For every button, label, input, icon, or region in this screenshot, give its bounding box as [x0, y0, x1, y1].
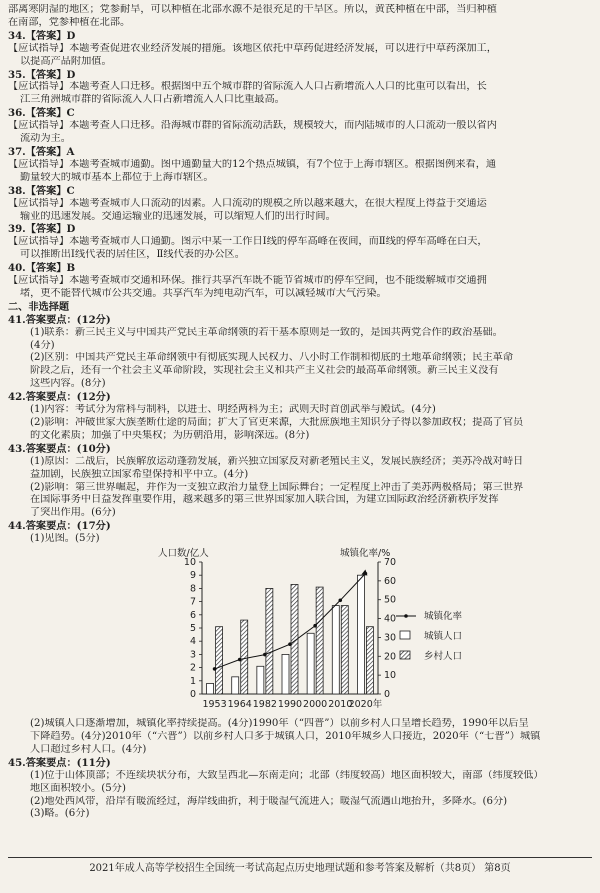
bar-rural-2000: [316, 587, 323, 694]
right-tick-label: 60: [384, 575, 397, 587]
explanation-line: 以提高产品附加值。: [20, 55, 112, 67]
left-tick-label: 9: [189, 570, 196, 582]
explanation-line: 流动为主。: [20, 133, 71, 145]
right-axis-label: 城镇化率/%: [340, 548, 391, 560]
legend-rate-dot: [404, 614, 408, 618]
answer-line: (1)位于山体顶部；不连续块状分布，大致呈西北—东南走向；北部（纬度较高）地区面积较大，南部（纬度较低）: [30, 769, 544, 781]
answer-line: (3)略。(6分): [30, 808, 90, 820]
answer-key: 37.【答案】A: [8, 145, 75, 158]
answer-line: (2)影响：第三世界崛起，并作为一支独立政治力量登上国际舞台；一定程度上冲击了美苏两极格局；第三世界: [30, 481, 524, 493]
page-footer: 2021年成人高等学校招生全国统一考试高起点历史地理试题和参考答案及解析（共8页） 第8页: [89, 863, 511, 874]
explanation-line: 【应试指导】本题考查人口迁移。沿海城市群的省际流动活跃，规模较大，而内陆城市的人口流动一般以省内: [8, 120, 497, 132]
answer-key: 38.【答案】C: [8, 184, 75, 197]
answer-key: 40.【答案】B: [8, 262, 76, 275]
answer-line: (2)城镇人口逐渐增加，城镇化率持续提高。(4分)1990年（“四普”）以前乡村人口呈增长趋势，1990年以后呈: [30, 718, 529, 730]
population-chart: [8, 546, 592, 718]
x-tick-label: 1953: [202, 699, 227, 711]
answer-line: 下降趋势。(4分)2010年（“六普”）以前乡村人口多于城镇人口，2010年城乡人口接近，2020年（“七普”）城镇: [30, 730, 541, 742]
legend-urban-swatch: [400, 631, 410, 639]
answer-key: 35.【答案】D: [8, 68, 76, 81]
q44-heading: 44.答案要点：(17分): [8, 520, 111, 533]
answer-line: 这些内容。(8分): [30, 378, 106, 390]
multiple-choice-answers: [8, 30, 592, 301]
rate-point-2000: [313, 624, 317, 628]
left-tick-label: 0: [189, 689, 196, 701]
answer-line: (2)影响：冲破世家大族垄断仕途的局面；扩大了官吏来源，大批庶族地主知识分子得以参加政权；提高了官员: [30, 417, 524, 428]
rate-point-1953: [213, 667, 217, 671]
left-tick-label: 1: [189, 675, 196, 687]
bar-urban-2000: [307, 633, 314, 694]
right-tick-label: 50: [384, 594, 397, 606]
right-tick-label: 20: [384, 651, 397, 663]
explanation-line: 可以推断出Ⅰ线代表的居住区，Ⅱ线代表的办公区。: [20, 249, 245, 261]
explanation-line: 输业的迅速发展。交通运输业的迅速发展，可以缩短人们的出行时间。: [20, 210, 336, 222]
left-tick-label: 10: [183, 557, 196, 569]
q42-body: [8, 404, 592, 443]
text-line: 部离寒阴湿的地区；党参耐旱，可以种植在北部水源不是很充足的干旱区。所以，黄芪种植在中部，当归种植: [8, 4, 497, 15]
answer-key: 36.【答案】C: [8, 107, 75, 120]
footer-rule: [8, 857, 592, 858]
population-chart-svg: [8, 546, 592, 718]
bar-rural-1982: [266, 588, 273, 694]
answer-line: 人口超过乡村人口。(4分): [30, 743, 147, 755]
q44-body: [8, 718, 592, 757]
right-tick-label: 10: [384, 670, 397, 682]
right-tick-label: 0: [384, 689, 391, 701]
right-tick-label: 40: [384, 613, 397, 625]
explanation-line: 【应试指导】本题考查人口迁移。根据图中五个城市群的省际流入人口占新增流入人口的比重可以看出，长: [8, 81, 487, 93]
answer-column: [8, 4, 592, 821]
explanation-line: 【应试指导】本题考查城市交通和环保。推行共享汽车既不能节省城市的停车空间，也不能缓解城市交通拥: [8, 275, 487, 287]
left-tick-label: 3: [189, 649, 196, 661]
answer-line: (1)内容：考试分为常科与制科，以进士、明经两科为主；武则天时首创武举与殿试。(4分): [30, 404, 436, 416]
left-tick-label: 6: [189, 609, 196, 621]
answer-line: 了突出作用。(6分): [30, 507, 116, 519]
legend-label-urban: 城镇人口: [424, 631, 463, 643]
bar-rural-1953: [216, 627, 223, 694]
answer-line: (1)联系：新三民主义与中国共产党民主革命纲领的若干基本原则是一致的，是国共两党合作的政治基础。: [30, 326, 503, 338]
answer-line: (1)原因：二战后，民族解放运动蓬勃发展，新兴独立国家反对新老殖民主义，发展民族经济；美苏冷战对峙日: [30, 455, 524, 467]
answer-line: 的文化素质；加强了中央集权；为历朝沿用，影响深远。(8分): [30, 429, 310, 441]
left-tick-label: 7: [189, 596, 196, 608]
explanation-line: 【应试指导】本题考查城市通勤。图中通勤量大的12个热点城镇，有7个位于上海市辖区。根据图例来看，通: [8, 158, 497, 170]
rate-point-1982: [263, 653, 267, 657]
section-heading: 二、非选择题: [8, 300, 70, 313]
x-tick-label: 2000: [303, 699, 328, 711]
q45-heading: 45.答案要点：(11分): [8, 756, 111, 769]
answer-key: 34.【答案】D: [8, 29, 76, 42]
legend-label-rate: 城镇化率: [424, 611, 463, 623]
left-tick-label: 5: [189, 623, 196, 635]
legend-rural-swatch: [400, 651, 410, 659]
left-tick-label: 2: [189, 662, 196, 674]
bar-rural-2020年: [366, 627, 373, 694]
x-tick-label: 2020年: [348, 699, 383, 711]
bar-urban-2010: [332, 606, 339, 694]
answer-line: 益加剧，民族独立国家希望保持和平中立。(4分): [30, 468, 249, 480]
text-line: 在南部，党参种植在北部。: [8, 16, 131, 28]
bar-urban-1953: [207, 684, 214, 695]
x-tick-label: 1964: [227, 699, 252, 711]
answer-line: 地区面积较小。(5分): [30, 782, 126, 794]
q43-heading: 43.答案要点：(10分): [8, 442, 111, 455]
x-tick-label: 1982: [252, 699, 277, 711]
rate-point-1990: [288, 642, 292, 646]
bar-urban-2020年: [357, 575, 364, 694]
left-tick-label: 8: [189, 583, 196, 595]
bar-urban-1982: [257, 666, 264, 694]
q43-body: [8, 456, 592, 521]
bar-urban-1964: [232, 677, 239, 694]
answer-line: (4分): [30, 339, 55, 351]
legend-label-rural: 乡村人口: [424, 651, 463, 663]
q44-part1: (1)见图。(5分): [30, 533, 100, 545]
explanation-line: 堵，更不能替代城市公共交通。共享汽车为纯电动汽车，可以减轻城市大气污染。: [20, 287, 387, 299]
q45-body: [8, 770, 592, 822]
bar-rural-2010: [341, 606, 348, 694]
left-tick-label: 4: [189, 636, 196, 648]
rate-point-2010: [338, 599, 342, 603]
answer-line: 阶段之后，还有一个社会主义革命阶段，实现社会主义和共产主义社会的最高革命纲领。新三民主义没有: [30, 365, 499, 377]
x-tick-label: 1990: [277, 699, 303, 711]
explanation-line: 勤量较大的城市基本上都位于上海市辖区。: [20, 171, 214, 183]
answer-key: 39.【答案】D: [8, 223, 76, 236]
bar-urban-1990: [282, 654, 289, 694]
explanation-line: 【应试指导】本题考查城市人口流动的因素。人口流动的规模之所以越来越大，在很大程度上得益于交通运: [8, 197, 487, 209]
q41-heading: 41.答案要点：(12分): [8, 313, 111, 326]
right-tick-label: 30: [384, 632, 397, 644]
answer-line: 在国际事务中日益发挥重要作用，越来越多的第三世界国家加入联合国，为建立国际政治经济新秩序发挥: [30, 494, 499, 506]
q41-body: [8, 327, 592, 392]
explanation-line: 【应试指导】本题考查促进农业经济发展的措施。该地区依托中草药促进经济发展，可以进行中草药深加工，: [8, 42, 497, 54]
explanation-line: 【应试指导】本题考查城市人口通勤。图示中某一工作日Ⅰ线的停车高峰在夜间，而Ⅱ线的停车高峰在白天，: [8, 236, 488, 248]
q42-heading: 42.答案要点：(12分): [8, 391, 111, 404]
rate-point-1964: [238, 658, 242, 662]
explanation-line: 江三角洲城市群的省际流入人口占新增流入人口比重最高。: [20, 94, 285, 106]
x-tick-label: 2010: [328, 699, 353, 711]
left-axis-label: 人口数/亿人: [158, 548, 209, 560]
bar-rural-1964: [241, 620, 248, 694]
answer-line: (2)地处西风带，沿岸有暖流经过，海岸线曲折，利于暖湿气流进入；暖湿气流遇山地抬升，多降水。(6分): [30, 795, 508, 807]
right-tick-label: 70: [384, 557, 397, 569]
answer-line: (2)区别：中国共产党民主革命纲领中有彻底实现人民权力、八小时工作制和彻底的土地革命纲领；民主革命: [30, 352, 514, 364]
